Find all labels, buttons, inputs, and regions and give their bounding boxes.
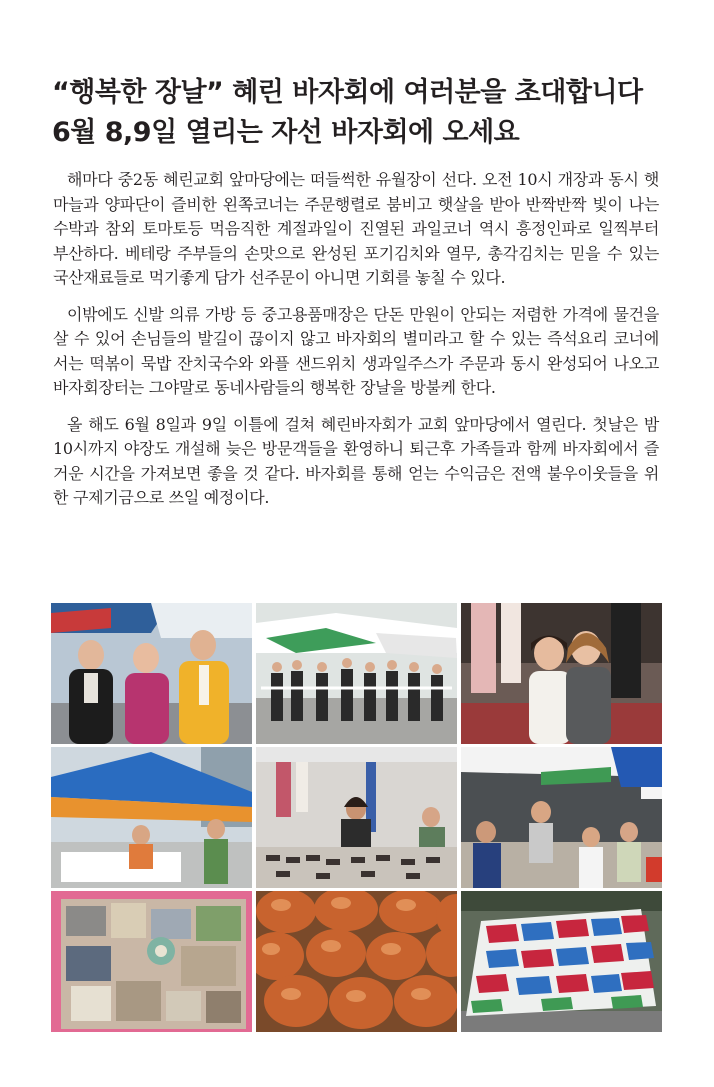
paragraph-2: 이밖에도 신발 의류 가방 등 중고용품매장은 단돈 만원이 안되는 저렴한 가격에 물건을 살 수 있어 손님들의 발길이 끊이지 않고 바자회의 별미라고 할 수 있는 즉석요리 코너에서는 떡볶이 묵밥 잔치국수와 와플 샌드위치 생과일주스가 주문과 동시 완성되어 나오고 바자회장터는 그야말로 동네사람들의 행복한 장날을 방불케 한다.: [53, 304, 659, 397]
photo-kimchi-bags: [256, 891, 457, 1032]
paragraph-1: 해마다 중2동 혜린교회 앞마당에는 떠들썩한 유월장이 선다. 오전 10시 개장과 동시 햇마늘과 양파단이 즐비한 왼쪽코너는 주문행렬로 붐비고 햇살을 받아 반짝반짝 빛이 나는 수박과 참외 토마토등 먹음직한 계절과일이 진열된 과일코너 역시 흥정인파로 일찍부터 부산하다. 베테랑 주부들의 손맛으로 완성된 포기김치와 열무, 총각김치는 믿을 수 있는 국산재료들로 먹기좋게 담가 선주문이 아니면 기회를 놓칠 수 있다.: [53, 170, 659, 287]
article-body: [53, 168, 659, 523]
photo-vegetable-stall: [461, 747, 662, 888]
photo-clothing-stall: [461, 603, 662, 744]
title-line-1: “행복한 장날” 혜린 바자회에 여러분을 초대합니다: [52, 77, 643, 108]
photo-shoe-stall: [256, 747, 457, 888]
photo-volunteers: [51, 603, 252, 744]
title-line-2: 6월 8,9일 열리는 자선 바자회에 오세요: [52, 117, 520, 148]
photo-ribbon-cutting: [256, 603, 457, 744]
paragraph-3: 올 해도 6월 8일과 9일 이틀에 걸쳐 혜린바자회가 교회 앞마당에서 열린다. 첫날은 밤 10시까지 야장도 개설해 늦은 방문객들을 환영하니 퇴근후 가족들과 함께 바자회에서 즐거운 시간을 가져보면 좋을 것 같다. 바자회를 통해 얻는 수익금은 전액 불우이웃들을 위한 구제기금으로 쓰일 예정이다.: [53, 414, 659, 507]
photo-aerial-tents: [461, 891, 662, 1032]
article-title: [52, 73, 672, 153]
photo-goods-basket: [51, 891, 252, 1032]
photo-grid: [51, 603, 663, 1033]
photo-food-stall: [51, 747, 252, 888]
